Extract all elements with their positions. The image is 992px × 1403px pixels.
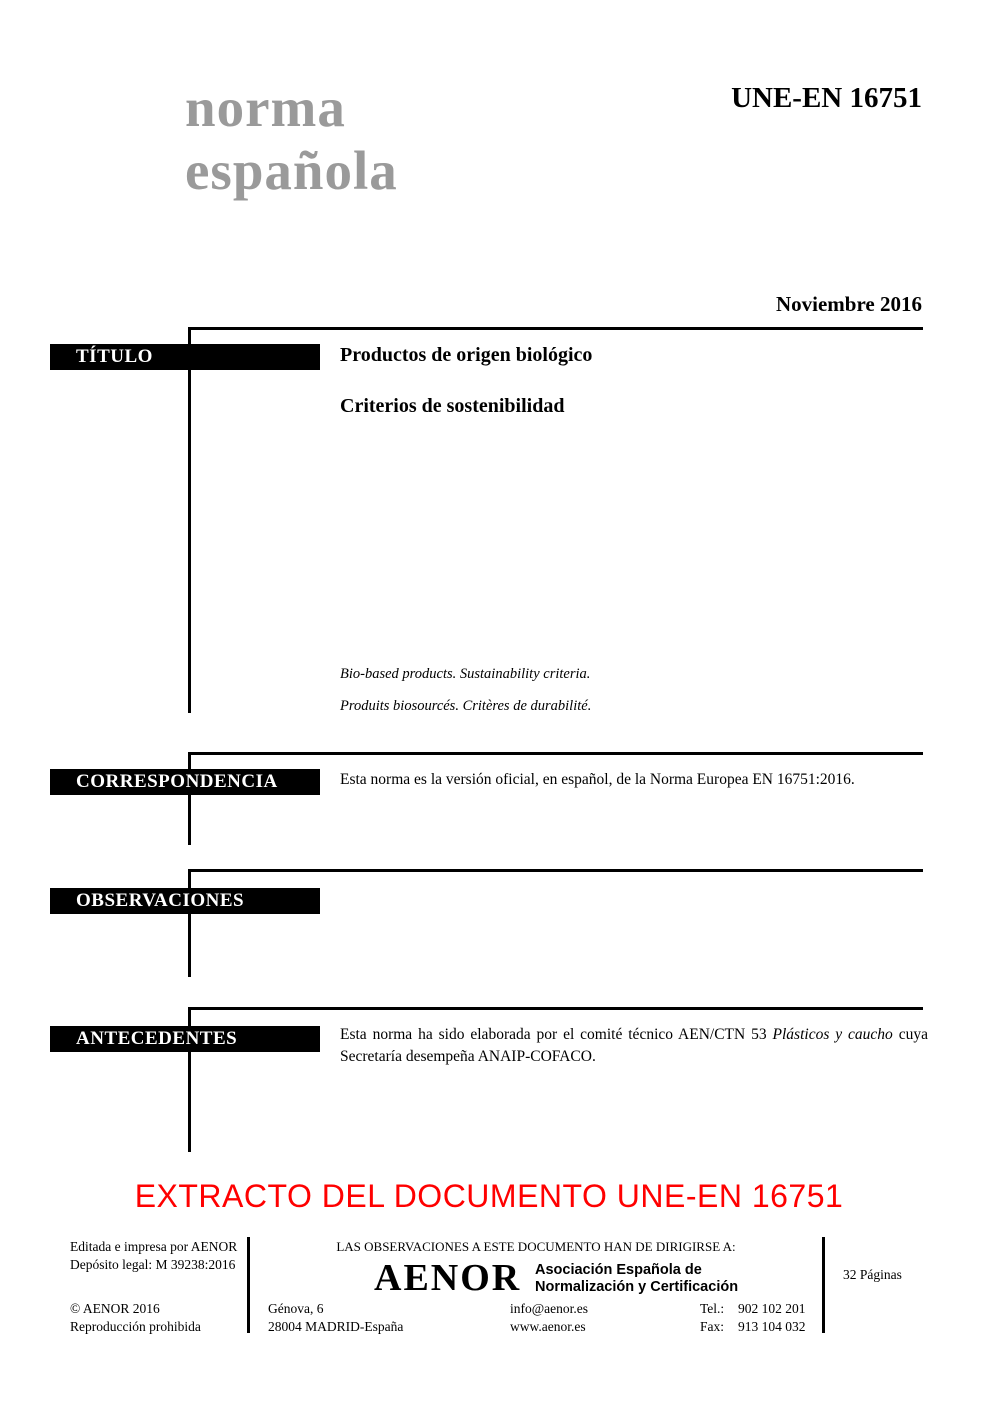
antecedentes-top-rule [188, 1007, 923, 1010]
footer-address-line-1: Génova, 6 [268, 1301, 324, 1316]
footer-copyright-block [70, 1300, 201, 1336]
aenor-logo: AENOR [374, 1257, 522, 1299]
brand-line-2: española [185, 140, 398, 201]
publication-date: Noviembre 2016 [775, 292, 922, 316]
antecedentes-label: ANTECEDENTES [76, 1028, 238, 1049]
footer-fax-label: Fax: [700, 1319, 725, 1334]
org-name-line-2: Normalización y Certificación [535, 1279, 739, 1295]
brand-wordmark [185, 76, 398, 202]
footer-email: info@aenor.es [510, 1301, 589, 1316]
footer-legal-deposit: Depósito legal: M 39238:2016 [70, 1257, 236, 1272]
org-name [535, 1262, 738, 1296]
extract-banner: EXTRACTO DEL DOCUMENTO UNE-EN 16751 [134, 1178, 844, 1214]
footer-fax-number: 913 104 032 [738, 1319, 806, 1334]
correspondencia-vertical-rule [188, 752, 191, 845]
antecedentes-label-box [50, 1026, 320, 1052]
title-french: Produits biosourcés. Critères de durabilité. [340, 698, 592, 714]
footer-observations-note: LAS OBSERVACIONES A ESTE DOCUMENTO HAN DE DIRIGIRSE A: [336, 1239, 736, 1254]
footer-address-line-2: 28004 MADRID-España [268, 1319, 404, 1334]
title-line-2: Criterios de sostenibilidad [340, 395, 565, 417]
observaciones-label: OBSERVACIONES [76, 890, 245, 911]
footer-edition-block [70, 1238, 237, 1274]
observaciones-top-rule [188, 869, 923, 872]
antecedentes-text-italic: Plásticos y caucho [772, 1026, 893, 1043]
antecedentes-text-part1: Esta norma ha sido elaborada por el comité técnico AEN/CTN 53 [340, 1026, 773, 1043]
footer-edited-by: Editada e impresa por AENOR [70, 1239, 238, 1254]
titulo-label: TÍTULO [76, 346, 153, 367]
footer-divider-right [822, 1237, 825, 1333]
footer-tel-label: Tel.: [700, 1301, 725, 1316]
footer-tel-row [700, 1300, 806, 1318]
titulo-vertical-rule [188, 327, 191, 713]
footer-address-block [268, 1300, 403, 1336]
correspondencia-top-rule [188, 752, 923, 755]
observaciones-vertical-rule [188, 869, 191, 977]
titulo-top-rule [188, 327, 923, 330]
titulo-label-box [50, 344, 320, 370]
footer-web-block [510, 1300, 588, 1336]
footer-reproduction: Reproducción prohibida [70, 1319, 201, 1334]
brand-line-1: norma [185, 77, 346, 138]
footer-website: www.aenor.es [510, 1319, 586, 1334]
antecedentes-text [340, 1024, 928, 1068]
footer-fax-row [700, 1318, 806, 1336]
title-english: Bio-based products. Sustainability criteria. [340, 666, 591, 682]
correspondencia-label: CORRESPONDENCIA [76, 771, 278, 792]
footer-copyright: © AENOR 2016 [70, 1301, 160, 1316]
correspondencia-label-box [50, 769, 320, 795]
footer-page-count: 32 Páginas [843, 1267, 902, 1282]
observaciones-label-box [50, 888, 320, 914]
document-code: UNE-EN 16751 [731, 82, 922, 114]
correspondencia-text: Esta norma es la versión oficial, en español, de la Norma Europea EN 16751:2016. [340, 771, 855, 788]
antecedentes-text-part2: cuya Secretaría desempeña ANAIP-COFACO. [340, 1026, 928, 1065]
footer-tel-number: 902 102 201 [738, 1301, 806, 1316]
title-line-1: Productos de origen biológico [340, 344, 593, 366]
footer-phone-block [700, 1300, 806, 1336]
org-name-line-1: Asociación Española de [535, 1262, 702, 1278]
